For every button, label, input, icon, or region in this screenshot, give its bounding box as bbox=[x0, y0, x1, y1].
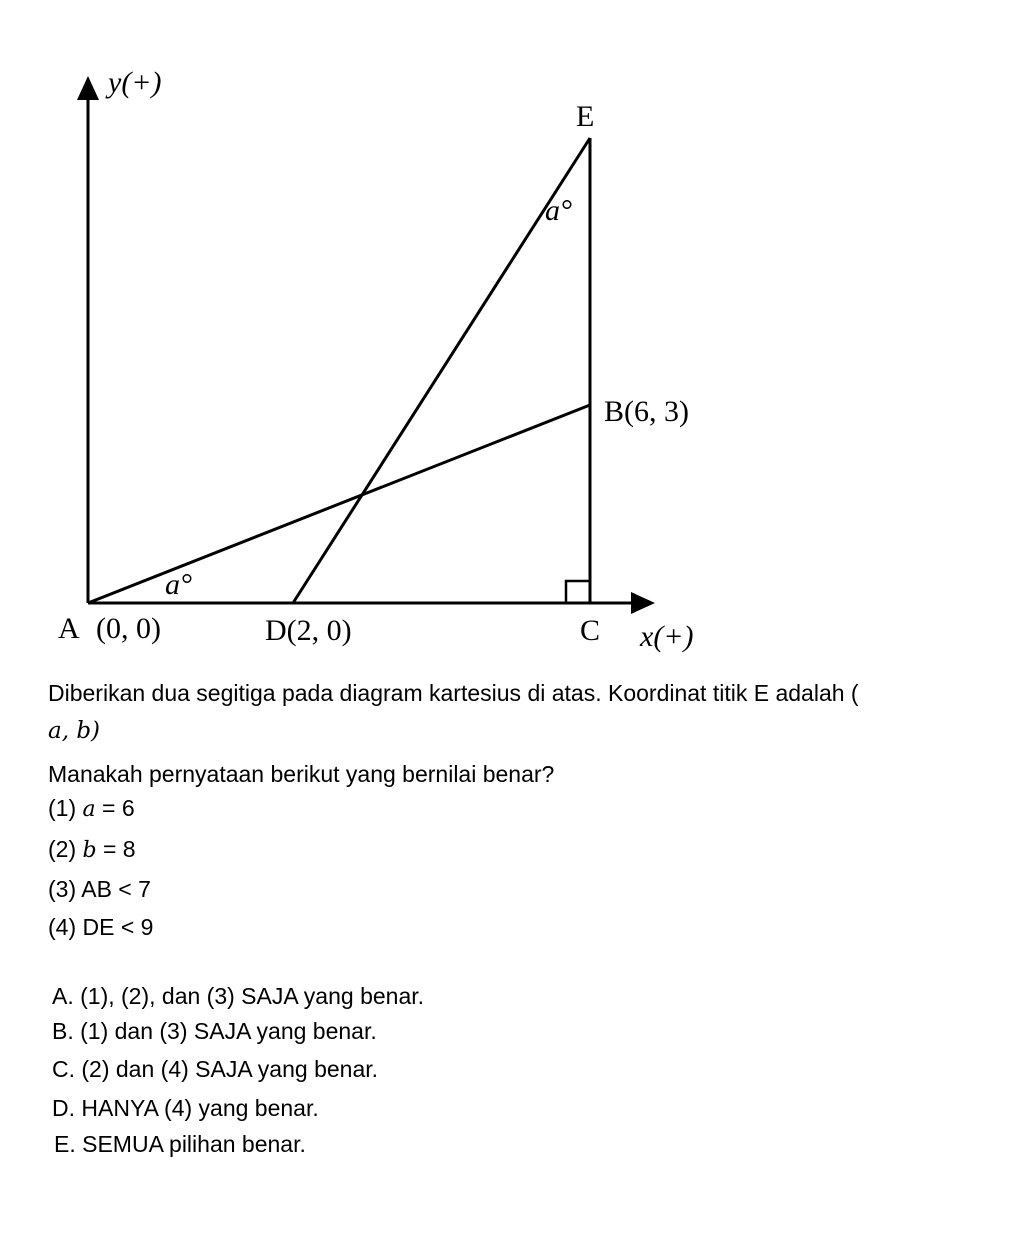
x-axis-label: x(+) bbox=[640, 620, 694, 653]
question-intro-line-1: Diberikan dua segitiga pada diagram kartesius di atas. Koordinat titik E adalah ( bbox=[48, 680, 859, 706]
statement-2-variable: b bbox=[82, 838, 97, 863]
question-prompt: Manakah pernyataan berikut yang bernilai benar? bbox=[48, 761, 555, 787]
point-d-label: D(2, 0) bbox=[265, 614, 352, 647]
statement-2-number: (2) bbox=[48, 836, 83, 862]
option-c[interactable]: C. (2) dan (4) SAJA yang benar. bbox=[52, 1056, 379, 1082]
statement-1-value: = 6 bbox=[95, 795, 135, 821]
statement-2-value: = 8 bbox=[96, 836, 136, 862]
y-axis-arrowhead bbox=[77, 76, 99, 100]
statement-1-number: (1) bbox=[48, 795, 83, 821]
statement-3-text: (3) AB < 7 bbox=[48, 876, 151, 902]
point-e-label: E bbox=[576, 100, 595, 133]
point-c-label: C bbox=[580, 614, 601, 647]
y-axis-label: y(+) bbox=[108, 66, 162, 99]
option-a[interactable]: A. (1), (2), dan (3) SAJA yang benar. bbox=[52, 983, 425, 1009]
statement-3 bbox=[48, 873, 151, 905]
question-intro-line-2: a, b) bbox=[48, 718, 101, 744]
angle-e-label: a° bbox=[545, 194, 572, 227]
statement-1-variable: a bbox=[82, 797, 96, 822]
statement-4-text: (4) DE < 9 bbox=[48, 914, 154, 940]
point-a-coordinate: (0, 0) bbox=[96, 612, 161, 645]
statement-4 bbox=[48, 911, 153, 943]
statement-1 bbox=[48, 792, 135, 826]
point-b-label: B(6, 3) bbox=[604, 395, 689, 428]
point-a-label: A bbox=[58, 612, 80, 645]
statement-2 bbox=[48, 833, 136, 867]
segment-ab bbox=[88, 405, 590, 603]
right-angle-marker bbox=[566, 581, 590, 603]
angle-a-label: a° bbox=[165, 568, 192, 601]
option-b[interactable]: B. (1) dan (3) SAJA yang benar. bbox=[52, 1018, 377, 1044]
x-axis-arrowhead bbox=[631, 592, 655, 614]
option-d[interactable]: D. HANYA (4) yang benar. bbox=[52, 1095, 319, 1121]
option-e[interactable]: E. SEMUA pilihan benar. bbox=[54, 1131, 306, 1157]
